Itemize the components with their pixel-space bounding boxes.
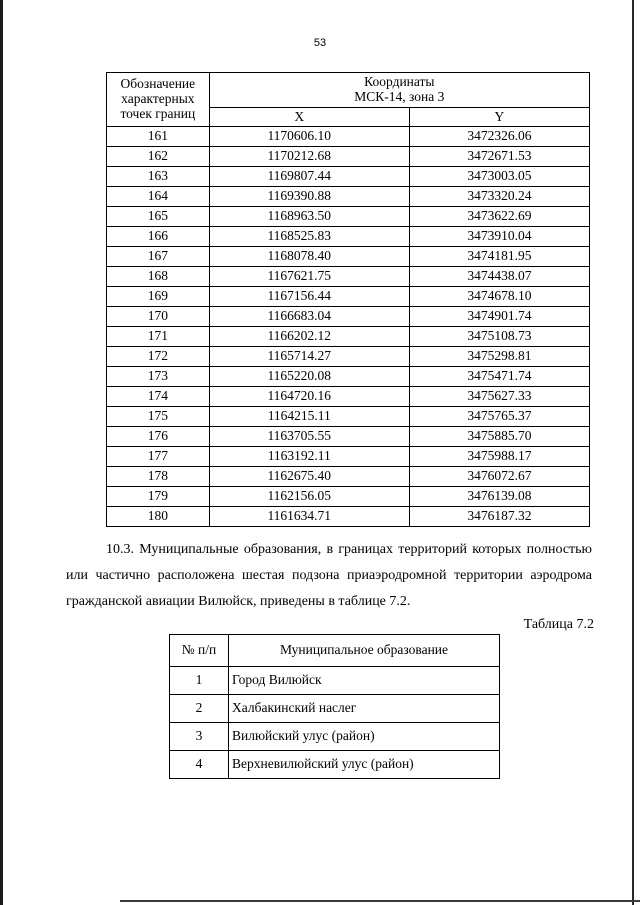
header-coordinates-system: МСК-14, зона 3 — [354, 89, 445, 104]
y-cell: 3474678.10 — [409, 287, 589, 307]
header-point-line: характерных — [121, 91, 195, 107]
y-cell: 3474181.95 — [409, 247, 589, 267]
municipality-cell: Халбакинский наслег — [229, 695, 500, 723]
point-cell: 178 — [107, 467, 210, 487]
y-cell: 3475988.17 — [409, 447, 589, 467]
point-cell: 176 — [107, 427, 210, 447]
x-cell: 1163705.55 — [209, 427, 409, 447]
point-cell: 161 — [107, 127, 210, 147]
header-municipality: Муниципальное образование — [229, 635, 500, 667]
point-cell: 173 — [107, 367, 210, 387]
table-row — [107, 267, 590, 287]
point-cell: 167 — [107, 247, 210, 267]
x-cell: 1168963.50 — [209, 207, 409, 227]
municipalities-table — [169, 634, 500, 779]
header-point-line: Обозначение — [120, 76, 196, 92]
table-row — [107, 147, 590, 167]
y-cell: 3475471.74 — [409, 367, 589, 387]
x-cell: 1162675.40 — [209, 467, 409, 487]
table-row — [170, 723, 500, 751]
table-row — [107, 207, 590, 227]
point-cell: 164 — [107, 187, 210, 207]
point-cell: 177 — [107, 447, 210, 467]
paragraph-line: 10.3. Муниципальные образования, в границах территорий которых полностью — [106, 542, 592, 557]
table-row — [107, 427, 590, 447]
point-cell: 179 — [107, 487, 210, 507]
x-cell: 1165714.27 — [209, 347, 409, 367]
municipality-cell: Город Вилюйск — [229, 667, 500, 695]
scan-edge-bottom — [120, 900, 640, 902]
page-number: 53 — [313, 37, 327, 49]
number-cell: 2 — [170, 695, 229, 723]
x-cell: 1164215.11 — [209, 407, 409, 427]
y-cell: 3475627.33 — [409, 387, 589, 407]
x-cell: 1170606.10 — [209, 127, 409, 147]
number-cell: 1 — [170, 667, 229, 695]
x-cell: 1170212.68 — [209, 147, 409, 167]
table-row — [107, 467, 590, 487]
table-row — [107, 327, 590, 347]
y-cell: 3476072.67 — [409, 467, 589, 487]
table-row — [107, 127, 590, 147]
point-cell: 174 — [107, 387, 210, 407]
table-row — [170, 751, 500, 779]
x-cell: 1163192.11 — [209, 447, 409, 467]
point-cell: 166 — [107, 227, 210, 247]
x-cell: 1167156.44 — [209, 287, 409, 307]
x-cell: 1162156.05 — [209, 487, 409, 507]
table-row — [107, 187, 590, 207]
y-cell: 3474901.74 — [409, 307, 589, 327]
x-cell: 1169390.88 — [209, 187, 409, 207]
y-cell: 3473622.69 — [409, 207, 589, 227]
y-cell: 3474438.07 — [409, 267, 589, 287]
table-row — [107, 367, 590, 387]
table-row — [107, 447, 590, 467]
coordinates-table — [106, 72, 590, 527]
y-cell: 3475108.73 — [409, 327, 589, 347]
paragraph-10-3 — [66, 537, 592, 617]
municipality-cell: Вилюйский улус (район) — [229, 723, 500, 751]
header-point-line: точек границ — [120, 105, 196, 121]
x-cell: 1164720.16 — [209, 387, 409, 407]
y-cell: 3475885.70 — [409, 427, 589, 447]
header-coordinates-title: Координаты — [364, 74, 435, 90]
paragraph-line: гражданской авиации Вилюйск, приведены в таблице 7.2. — [66, 594, 411, 609]
point-cell: 175 — [107, 407, 210, 427]
table-row — [107, 487, 590, 507]
x-cell: 1168525.83 — [209, 227, 409, 247]
x-cell: 1161634.71 — [209, 507, 409, 527]
x-cell: 1168078.40 — [209, 247, 409, 267]
table-row — [107, 287, 590, 307]
y-cell: 3472671.53 — [409, 147, 589, 167]
table-row — [107, 247, 590, 267]
point-cell: 172 — [107, 347, 210, 367]
header-coordinates — [209, 73, 589, 108]
table-caption: Таблица 7.2 — [523, 617, 594, 632]
y-cell: 3475298.81 — [409, 347, 589, 367]
table-row — [107, 407, 590, 427]
y-cell: 3473003.05 — [409, 167, 589, 187]
table-row — [170, 695, 500, 723]
paragraph-line: или частично расположена шестая подзона приаэродромной территории аэродрома — [66, 568, 592, 583]
y-cell: 3476187.32 — [409, 507, 589, 527]
scan-edge-right — [632, 0, 634, 905]
x-cell: 1169807.44 — [209, 167, 409, 187]
y-cell: 3473320.24 — [409, 187, 589, 207]
header-number: № п/п — [170, 635, 229, 667]
point-cell: 168 — [107, 267, 210, 287]
scan-edge-left — [0, 0, 3, 905]
table-row — [107, 167, 590, 187]
header-x: X — [209, 108, 409, 127]
point-cell: 165 — [107, 207, 210, 227]
x-cell: 1167621.75 — [209, 267, 409, 287]
point-cell: 169 — [107, 287, 210, 307]
x-cell: 1166683.04 — [209, 307, 409, 327]
point-cell: 171 — [107, 327, 210, 347]
point-cell: 163 — [107, 167, 210, 187]
y-cell: 3473910.04 — [409, 227, 589, 247]
y-cell: 3472326.06 — [409, 127, 589, 147]
header-y: Y — [409, 108, 589, 127]
y-cell: 3475765.37 — [409, 407, 589, 427]
table-row — [107, 347, 590, 367]
number-cell: 4 — [170, 751, 229, 779]
point-cell: 170 — [107, 307, 210, 327]
header-point-designation — [107, 73, 210, 127]
x-cell: 1166202.12 — [209, 327, 409, 347]
table-row — [107, 507, 590, 527]
table-row — [107, 387, 590, 407]
point-cell: 162 — [107, 147, 210, 167]
number-cell: 3 — [170, 723, 229, 751]
municipality-cell: Верхневилюйский улус (район) — [229, 751, 500, 779]
table-row — [170, 667, 500, 695]
x-cell: 1165220.08 — [209, 367, 409, 387]
table-row — [107, 227, 590, 247]
table-row — [107, 307, 590, 327]
y-cell: 3476139.08 — [409, 487, 589, 507]
point-cell: 180 — [107, 507, 210, 527]
